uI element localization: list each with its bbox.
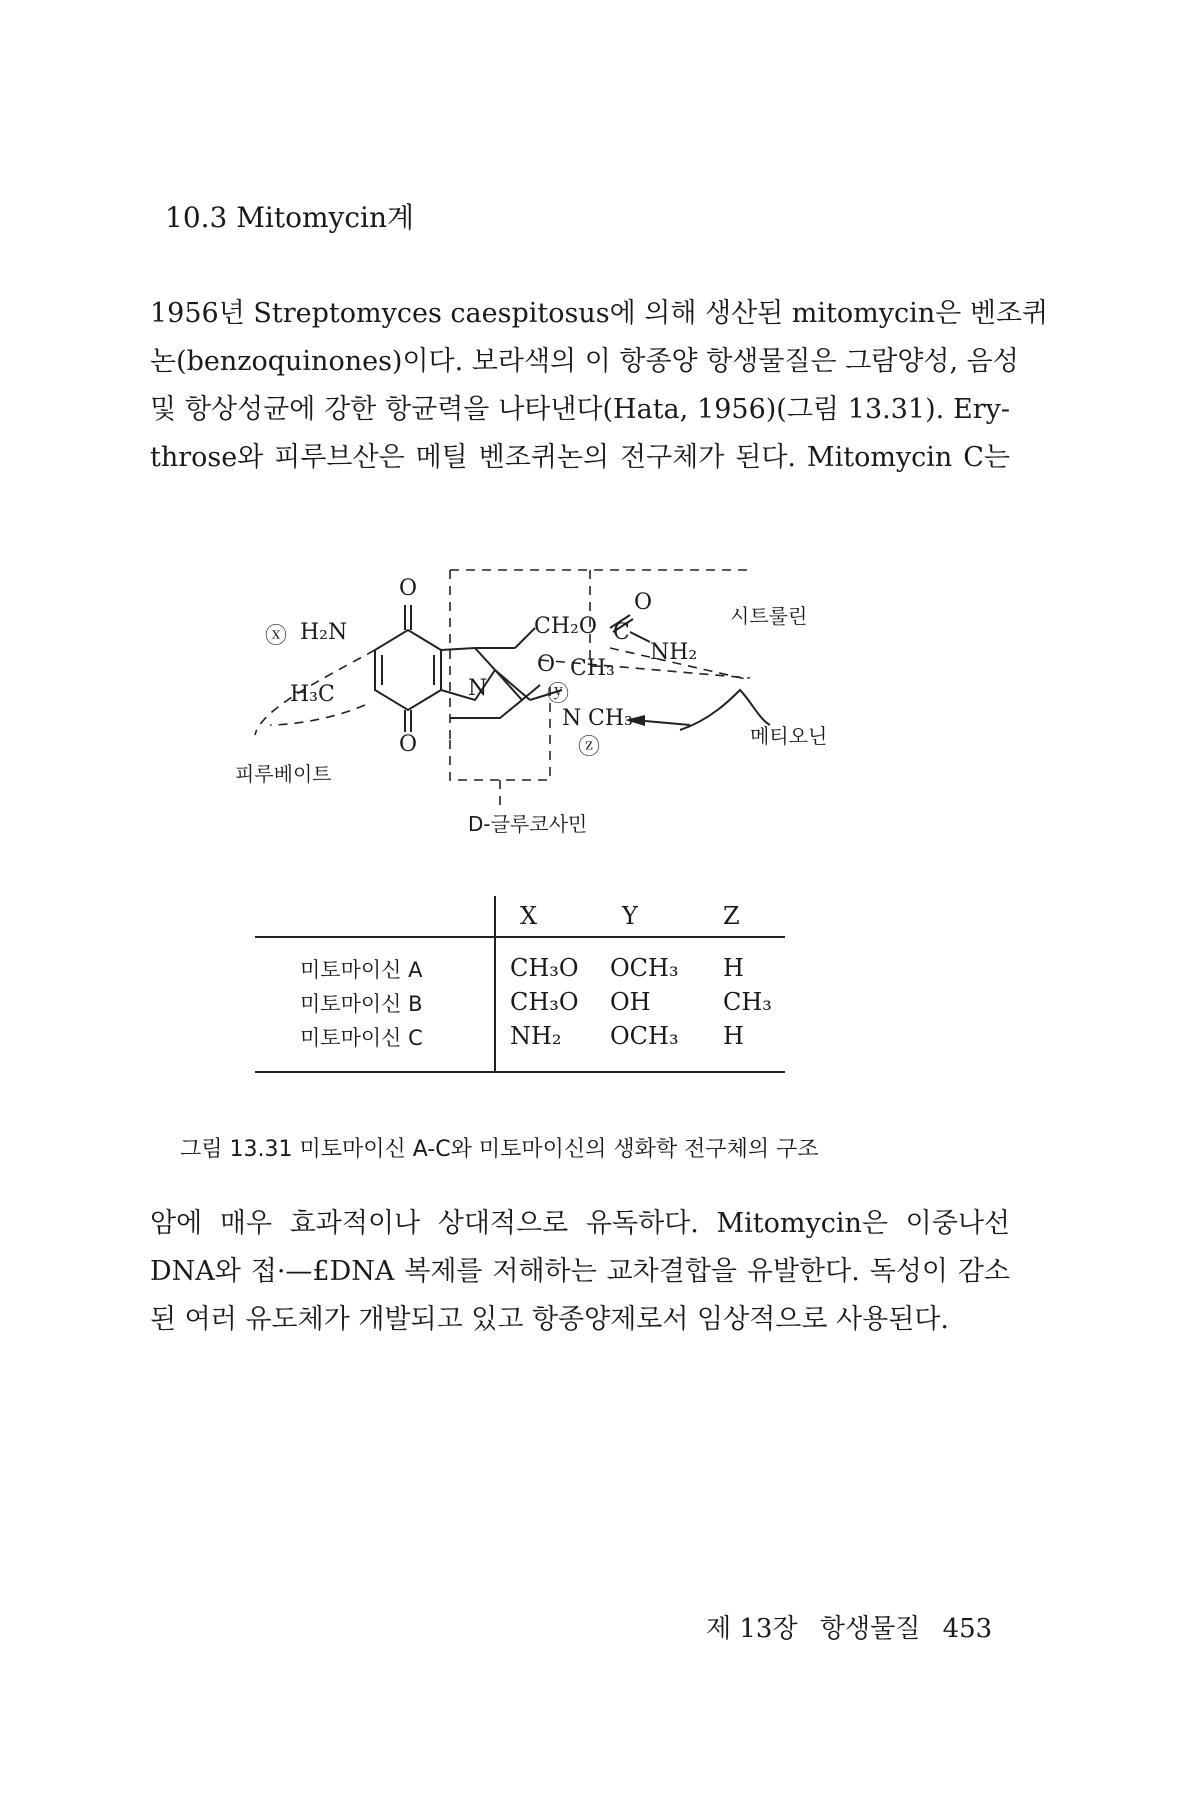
paragraph-1-line: 1956년 Streptomyces caespitosus에 의해 생산된 mitomycin은 벤조퀴 xyxy=(150,298,1049,329)
ch2o-label: CH₂O xyxy=(534,614,597,639)
paragraph-2-line: DNA와 접·—£DNA 복제를 저해하는 교차결합을 유발한다. 독성이 감소 xyxy=(150,1256,1010,1287)
carbamate-nh2-label: NH₂ xyxy=(650,640,698,665)
page-number: 453 xyxy=(942,1614,993,1644)
paragraph-1-line: 및 항상성균에 강한 항균력을 나타낸다(Hata, 1956)(그림 13.31). Ery- xyxy=(150,394,1010,425)
table-row-name: 미토마이신 A xyxy=(300,958,423,982)
table-cell: OH xyxy=(610,988,651,1016)
section-heading: 10.3 Mitomycin계 xyxy=(165,201,415,234)
table-row-name: 미토마이신 B xyxy=(300,992,423,1016)
h3c-label: H₃C xyxy=(290,682,335,707)
paragraph-1 xyxy=(150,290,1049,482)
y-marker: ⓨ xyxy=(547,682,570,707)
table-cell: CH₃O xyxy=(510,954,579,982)
paragraph-2-line: 암에 매우 효과적이나 상대적으로 유독하다. Mitomycin은 이중나선 xyxy=(150,1208,1010,1239)
pyruvate-label: 피루베이트 xyxy=(235,762,332,786)
footer-chapter: 제 13장 xyxy=(706,1614,798,1644)
ring-nitrogen-label: N xyxy=(468,676,488,701)
oxygen-top-label: O xyxy=(399,576,418,601)
aziridine-nitrogen-label: N xyxy=(562,706,582,731)
quinone-ring xyxy=(375,630,441,710)
table-rule-bottom xyxy=(255,1071,785,1073)
figure-caption: 그림 13.31 미토마이신 A-C와 미토마이신의 생화학 전구체의 구조 xyxy=(180,1137,819,1162)
table-rule-top xyxy=(255,936,785,938)
carbamate-carbon-label: C xyxy=(613,620,630,645)
aziridine-ch3-label: CH₃ xyxy=(588,706,633,731)
table-cell: H xyxy=(723,1022,744,1050)
paragraph-1-line: throse와 피루브산은 메틸 벤조퀴논의 전구체가 된다. Mitomycin C는 xyxy=(150,442,1010,473)
table-header: Y xyxy=(622,902,638,930)
table-divider-vertical xyxy=(494,896,496,1072)
paragraph-2 xyxy=(150,1200,1010,1344)
table-header: Z xyxy=(723,902,740,930)
table-cell: CH₃O xyxy=(510,988,579,1016)
z-marker: ⓩ xyxy=(578,735,601,760)
table-cell: NH₂ xyxy=(510,1022,562,1050)
paragraph-1-line: 논(benzoquinones)이다. 보라색의 이 항종양 항생물질은 그람양성, 음성 xyxy=(150,346,1019,377)
table-cell: H xyxy=(723,954,744,982)
page-footer xyxy=(706,1608,1006,1645)
methoxy-ch3-label: CH₃ xyxy=(570,656,615,681)
methionine-label: 메티오닌 xyxy=(750,724,828,748)
oxygen-bottom-label: O xyxy=(399,732,418,757)
h2n-label: H₂N xyxy=(300,620,348,645)
citrulline-label: 시트룰린 xyxy=(730,604,808,628)
table-cell: CH₃ xyxy=(723,988,772,1016)
paragraph-2-line: 된 여러 유도체가 개발되고 있고 항종양제로서 임상적으로 사용된다. xyxy=(150,1304,949,1335)
table-row-name: 미토마이신 C xyxy=(300,1026,423,1050)
x-marker: ⓧ xyxy=(265,624,288,649)
footer-title: 항생물질 xyxy=(819,1614,921,1644)
mitomycin-figure xyxy=(150,560,1050,1100)
table-cell: OCH₃ xyxy=(610,1022,679,1050)
table-cell: OCH₃ xyxy=(610,954,679,982)
table-header: X xyxy=(520,902,538,930)
glucosamine-label: D-글루코사민 xyxy=(468,812,588,836)
methoxy-oxygen-label: O xyxy=(537,652,556,677)
carbonyl-oxygen-label: O xyxy=(634,590,653,615)
